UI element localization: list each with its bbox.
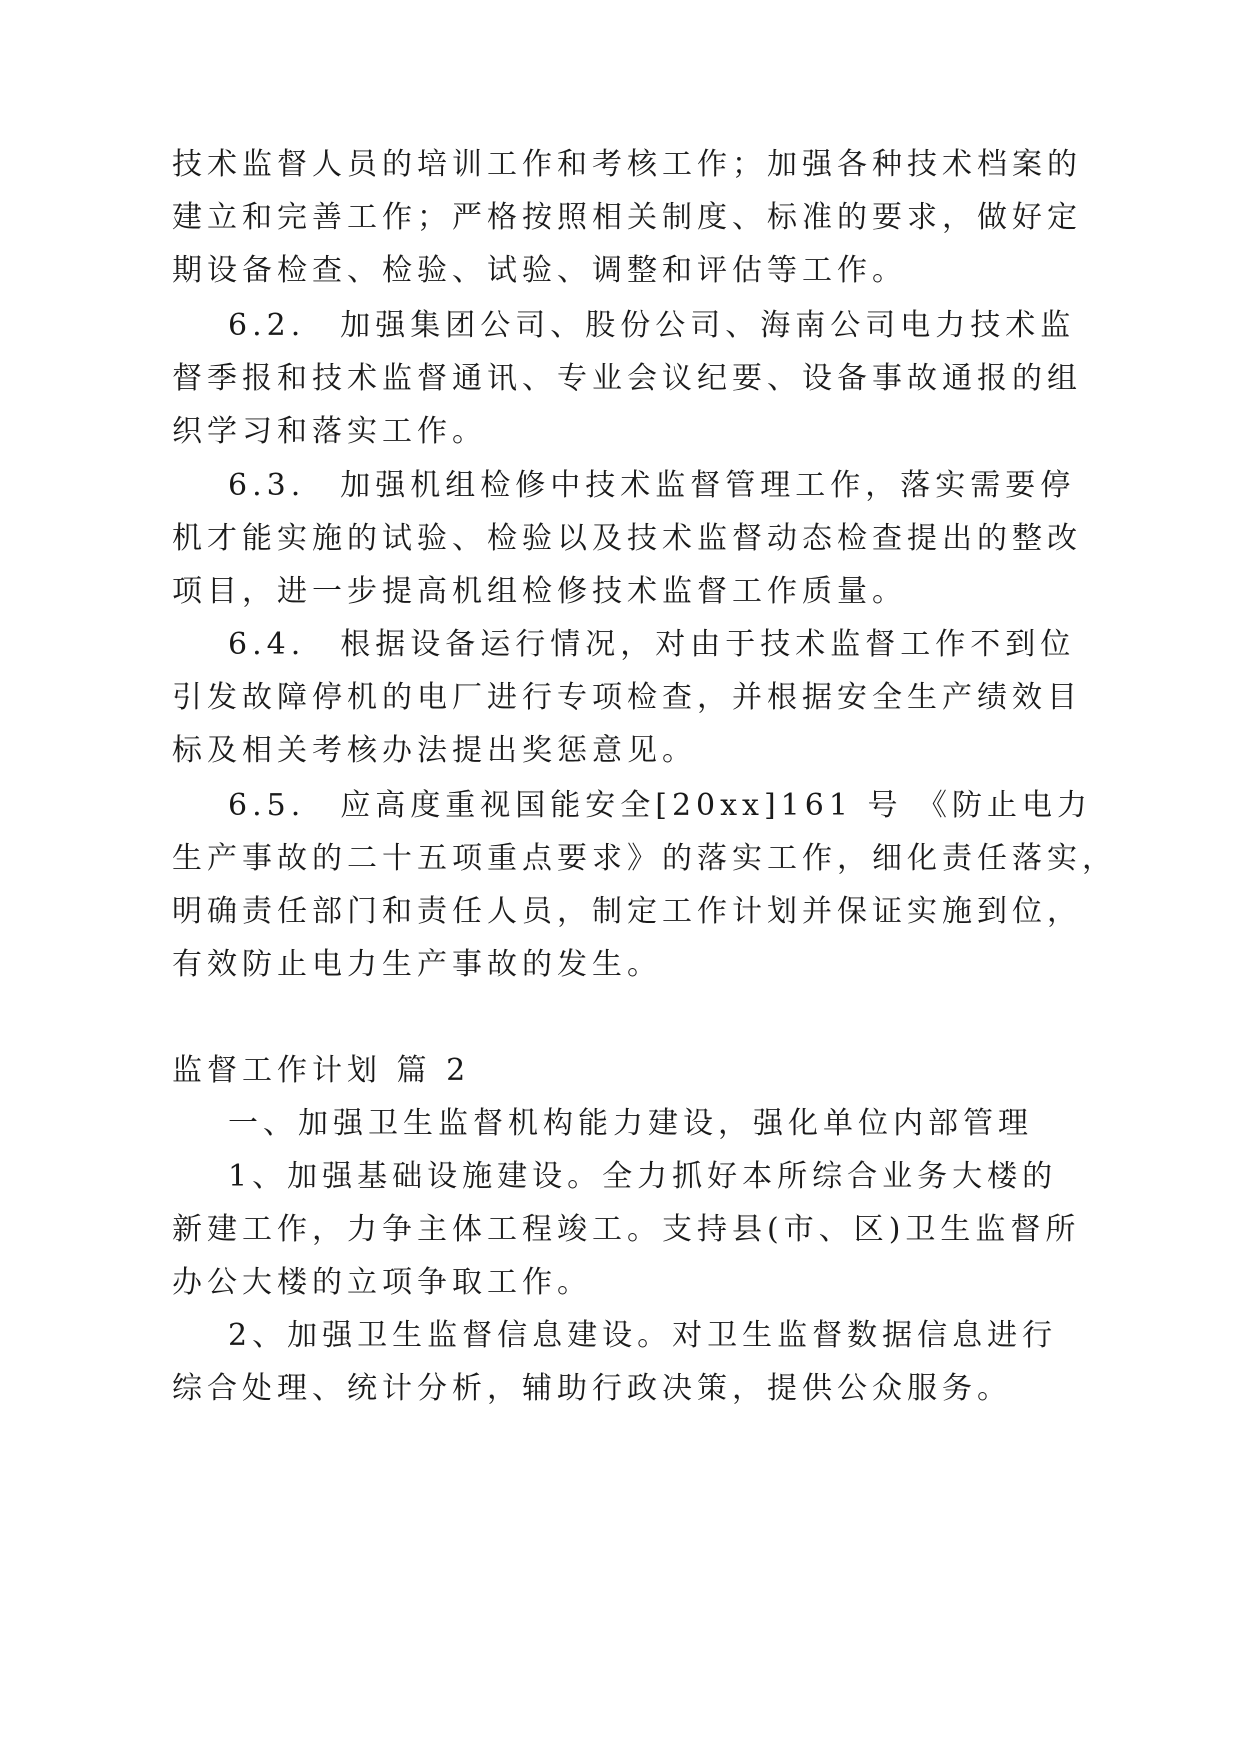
text-line: 建立和完善工作；严格按照相关制度、标准的要求，做好定 bbox=[172, 200, 1082, 235]
text-line: 新建工作，力争主体工程竣工。支持县(市、区)卫生监督所 bbox=[172, 1212, 1081, 1247]
text-line: 综合处理、统计分析，辅助行政决策，提供公众服务。 bbox=[172, 1371, 1012, 1406]
text-line: 2、加强卫生监督信息建设。对卫生监督数据信息进行 bbox=[228, 1318, 1058, 1353]
text-line: 一、加强卫生监督机构能力建设，强化单位内部管理 bbox=[228, 1106, 1033, 1141]
text-line: 有效防止电力生产事故的发生。 bbox=[172, 947, 662, 982]
text-line: 机才能实施的试验、检验以及技术监督动态检查提出的整改 bbox=[172, 521, 1082, 556]
text-line: 6.5. 应高度重视国能安全[20xx]161 号 《防止电力 bbox=[228, 788, 1092, 823]
section-heading: 监督工作计划 篇 2 bbox=[172, 1053, 471, 1088]
text-line: 督季报和技术监督通讯、专业会议纪要、设备事故通报的组 bbox=[172, 361, 1082, 396]
text-line: 1、加强基础设施建设。全力抓好本所综合业务大楼的 bbox=[228, 1159, 1058, 1194]
text-line: 明确责任部门和责任人员，制定工作计划并保证实施到位， bbox=[172, 894, 1082, 929]
text-line: 办公大楼的立项争取工作。 bbox=[172, 1265, 592, 1300]
text-line: 期设备检查、检验、试验、调整和评估等工作。 bbox=[172, 253, 907, 288]
text-line: 技术监督人员的培训工作和考核工作；加强各种技术档案的 bbox=[172, 147, 1082, 182]
text-line: 6.2. 加强集团公司、股份公司、海南公司电力技术监 bbox=[228, 308, 1076, 343]
text-line: 6.4. 根据设备运行情况，对由于技术监督工作不到位 bbox=[228, 627, 1076, 662]
text-line: 织学习和落实工作。 bbox=[172, 414, 487, 449]
text-line: 生产事故的二十五项重点要求》的落实工作，细化责任落实， bbox=[172, 841, 1117, 876]
text-line: 项目，进一步提高机组检修技术监督工作质量。 bbox=[172, 574, 907, 609]
text-line: 引发故障停机的电厂进行专项检查，并根据安全生产绩效目 bbox=[172, 680, 1082, 715]
text-line: 6.3. 加强机组检修中技术监督管理工作，落实需要停 bbox=[228, 468, 1076, 503]
text-line: 标及相关考核办法提出奖惩意见。 bbox=[172, 733, 697, 768]
